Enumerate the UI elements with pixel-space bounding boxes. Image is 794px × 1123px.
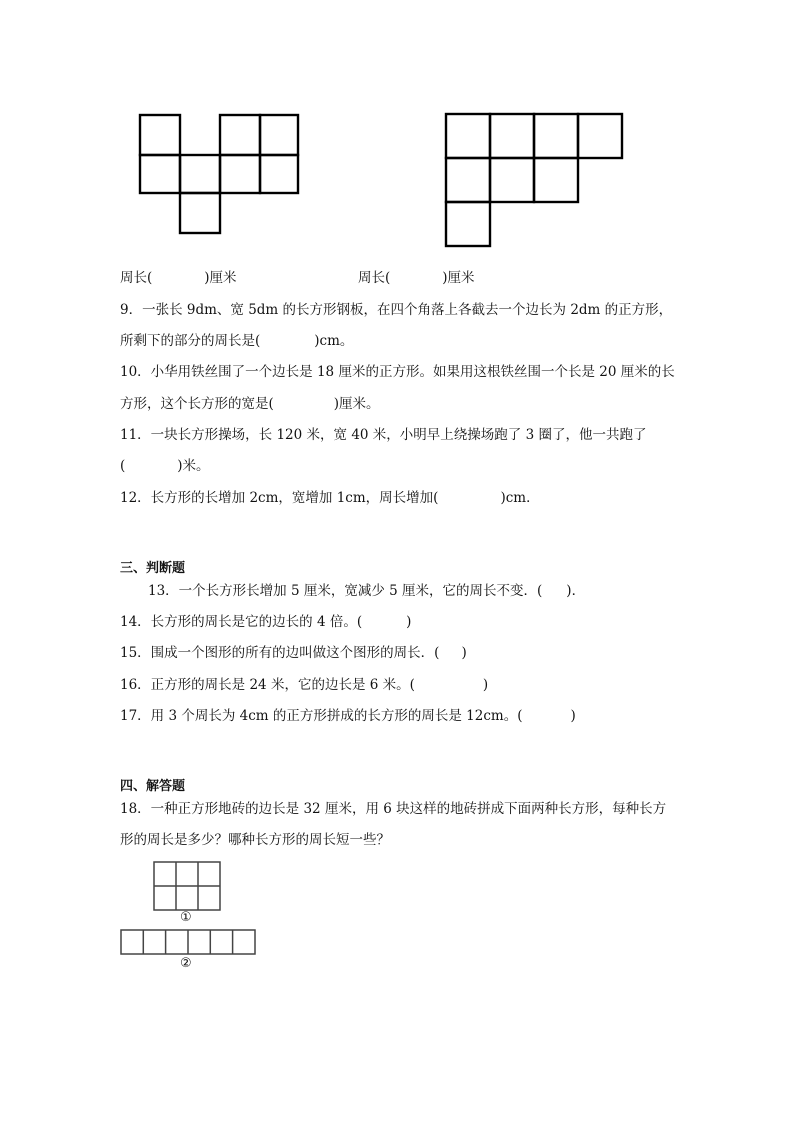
section-4-title: 四、解答题 bbox=[120, 779, 186, 794]
section-3-title: 三、判断题 bbox=[120, 561, 186, 576]
question-18-line2: 形的周长是多少？哪种长方形的周长短一些？ bbox=[120, 832, 390, 848]
right-grid-figure bbox=[446, 114, 624, 248]
question-14: 14．长方形的周长是它的边长的 4 倍。( ) bbox=[120, 614, 412, 630]
question-12: 12．长方形的长增加 2cm，宽增加 1cm，周长增加( )cm． bbox=[120, 490, 540, 506]
tile-figure-2 bbox=[121, 930, 259, 958]
left-grid-figure bbox=[140, 115, 300, 235]
question-9-line2: 所剩下的部分的周长是( )cm。 bbox=[120, 333, 354, 349]
question-11-line1: 11．一块长方形操场，长 120 米，宽 40 米，小明早上绕操场跑了 3 圈了，他一共跑了 bbox=[120, 427, 647, 443]
question-10-line1: 10．小华用铁丝围了一个边长是 18 厘米的正方形。如果用这根铁丝围一个长是 20 厘米的长 bbox=[120, 364, 675, 380]
question-15: 15．围成一个图形的所有的边叫做这个图形的周长．( ) bbox=[120, 645, 467, 661]
tile-figure-1 bbox=[154, 862, 224, 912]
question-17: 17．用 3 个周长为 4cm 的正方形拼成的长方形的周长是 12cm。( ) bbox=[120, 708, 576, 724]
question-10-line2: 方形，这个长方形的宽是( )厘米。 bbox=[120, 396, 380, 412]
tile-figure-2-label: ② bbox=[180, 956, 192, 971]
question-11-line2: ( )米。 bbox=[120, 458, 210, 474]
right-perimeter-label: 周长( )厘米 bbox=[358, 270, 475, 286]
tile-figure-1-label: ① bbox=[180, 910, 192, 925]
question-13: 13．一个长方形长增加 5 厘米，宽减少 5 厘米，它的周长不变．( )． bbox=[148, 583, 586, 599]
question-9-line1: 9．一张长 9dm、宽 5dm 的长方形钢板，在四个角落上各截去一个边长为 2dm 的正方形， bbox=[120, 302, 673, 318]
question-18-line1: 18．一种正方形地砖的边长是 32 厘米，用 6 块这样的地砖拼成下面两种长方形，每种长方 bbox=[120, 801, 667, 817]
left-perimeter-label: 周长( )厘米 bbox=[120, 270, 237, 286]
question-16: 16．正方形的周长是 24 米，它的边长是 6 米。( ) bbox=[120, 677, 489, 693]
